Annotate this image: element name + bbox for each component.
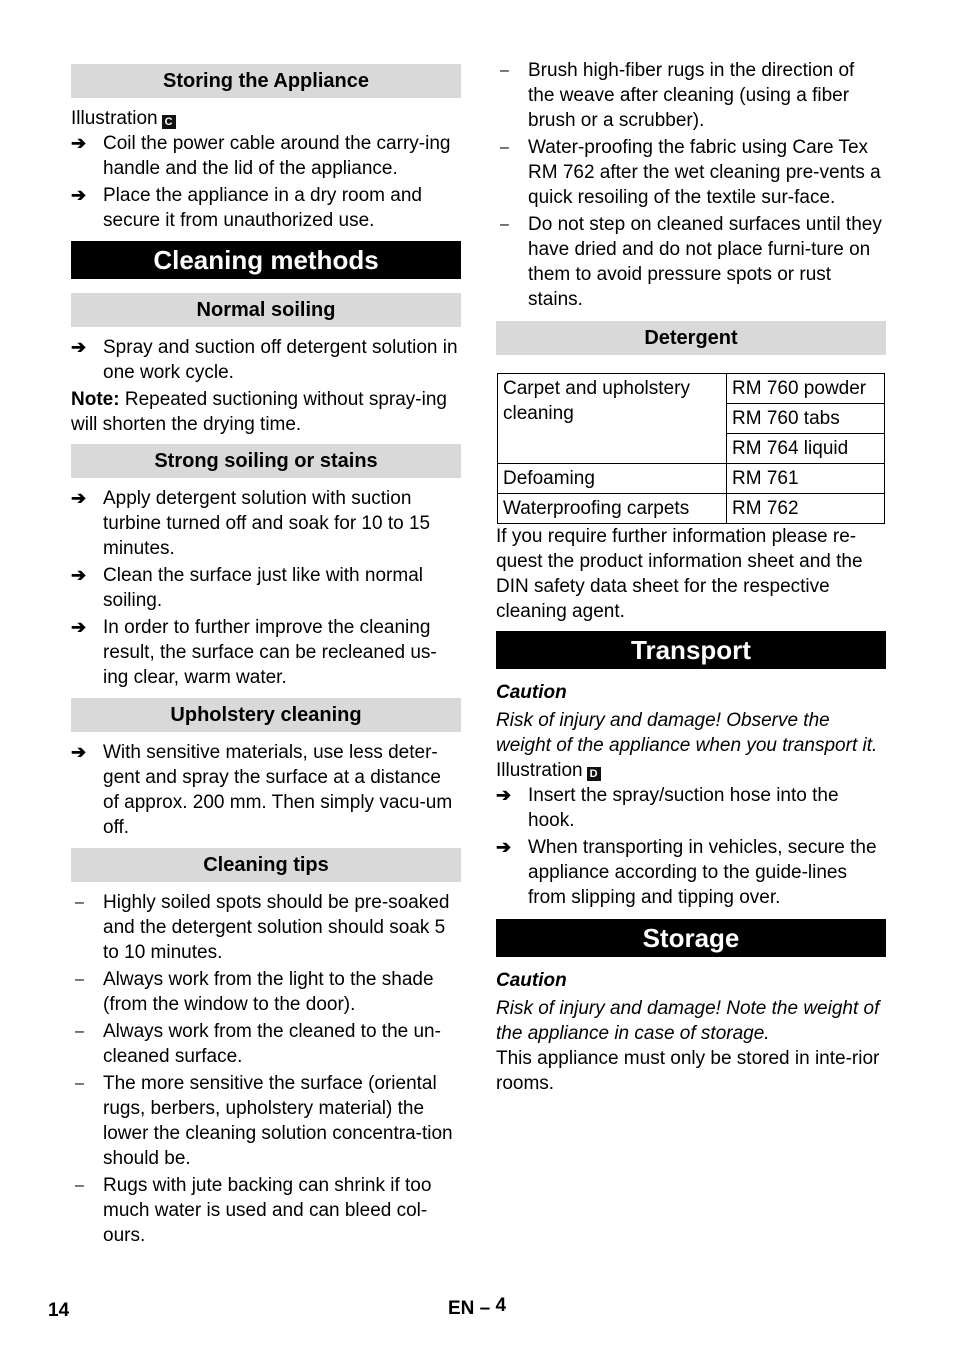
dash-bullet: – (500, 216, 509, 233)
arrow-icon: ➔ (71, 133, 87, 153)
detergent-info: If you require further information please re-quest the product information sheet and the DIN safety data sheet for the respective cleaning agent. (496, 526, 863, 622)
caution-text: Risk of injury and damage! Note the weight of the appliance in case of storage. (496, 998, 880, 1044)
illustration-label: Illustration (496, 760, 583, 781)
arrow-icon: ➔ (496, 837, 512, 857)
list-item: ➔ Clean the surface just like with normal soiling. (71, 565, 423, 611)
footer-language: EN – 4 (448, 1295, 507, 1319)
dash-bullet: – (75, 1177, 84, 1194)
list-item: – Water-proofing the fabric using Care Tex RM 762 after the wet cleaning pre-vents a quick resoiling of the textile sur-face. (496, 135, 886, 210)
arrow-icon: ➔ (496, 785, 512, 805)
illustration-d-icon: D (587, 767, 601, 781)
caution-text: Risk of injury and damage! Observe the weight of the appliance when you transport it. (496, 710, 878, 756)
normal-soiling-heading: Normal soiling (71, 293, 461, 327)
illustration-label: Illustration (71, 108, 158, 129)
table-cell: Carpet and upholstery cleaning (498, 374, 727, 464)
table-cell: RM 761 (727, 464, 885, 494)
list-item: – Do not step on cleaned surfaces until they have dried and do not place furni-ture on them to avoid pressure spots or rust stains. (496, 212, 886, 312)
caution-label: Caution (496, 682, 567, 703)
detergent-table (497, 373, 885, 524)
list-item: – Highly soiled spots should be pre-soaked and the detergent solution should soak 5 to 10 minutes. (71, 890, 461, 965)
table-cell: RM 760 tabs (727, 404, 885, 434)
illustration-c-icon: C (162, 115, 176, 129)
page-number: 14 (48, 1300, 70, 1321)
list-item: – Always work from the light to the shade (from the window to the door). (71, 967, 461, 1017)
storage-text: This appliance must only be stored in inte-rior rooms. (496, 1048, 880, 1094)
transport-heading: Transport (496, 631, 886, 669)
table-cell: RM 760 powder (727, 374, 885, 404)
list-item: ➔ With sensitive materials, use less deter-gent and spray the surface at a distance of approx. 200 mm. Then simply vacu-um off. (71, 742, 453, 838)
table-cell: RM 764 liquid (727, 434, 885, 464)
storage-heading: Storage (496, 919, 886, 957)
arrow-icon: ➔ (71, 617, 87, 637)
list-item: – Always work from the cleaned to the un-cleaned surface. (71, 1019, 461, 1069)
list-item: ➔ Place the appliance in a dry room and secure it from unauthorized use. (71, 185, 422, 231)
note: Note: Repeated suctioning without spray-ing will shorten the drying time. (71, 389, 447, 435)
table-row (498, 494, 885, 524)
storing-illustration (71, 106, 461, 131)
cleaning-tips-heading: Cleaning tips (71, 848, 461, 882)
table-cell: Defoaming (498, 464, 727, 494)
list-item: ➔ Coil the power cable around the carry-ing handle and the lid of the appliance. (71, 133, 451, 179)
list-item: ➔ Apply detergent solution with suction turbine turned off and soak for 10 to 15 minutes. (71, 488, 431, 559)
table-row (498, 374, 885, 404)
left-column (71, 64, 461, 1248)
list-item: ➔ Insert the spray/suction hose into the hook. (496, 785, 839, 831)
list-item: ➔ In order to further improve the cleaning result, the surface can be recleaned us-ing clear, warm water. (71, 617, 437, 688)
list-item: – Brush high-fiber rugs in the direction of the weave after cleaning (using a fiber brush or a scrubber). (496, 58, 886, 133)
caution-label: Caution (496, 970, 567, 991)
dash-bullet: – (75, 971, 84, 988)
storing-heading: Storing the Appliance (71, 64, 461, 98)
strong-soiling-heading: Strong soiling or stains (71, 444, 461, 478)
list-item: ➔ Spray and suction off detergent solution in one work cycle. (71, 337, 458, 383)
list-item: – Rugs with jute backing can shrink if too much water is used and can bleed col-ours. (71, 1173, 461, 1248)
detergent-heading: Detergent (496, 321, 886, 355)
table-cell: RM 762 (727, 494, 885, 524)
list-item: – The more sensitive the surface (oriental rugs, berbers, upholstery material) the lower the cleaning solution concentra-tion should be. (71, 1071, 461, 1171)
right-column (496, 58, 886, 1096)
dash-bullet: – (75, 1075, 84, 1092)
arrow-icon: ➔ (71, 565, 87, 585)
table-cell: Waterproofing carpets (498, 494, 727, 524)
cleaning-methods-heading: Cleaning methods (71, 241, 461, 279)
dash-bullet: – (75, 894, 84, 911)
arrow-icon: ➔ (71, 742, 87, 762)
dash-bullet: – (500, 139, 509, 156)
dash-bullet: – (75, 1023, 84, 1040)
dash-bullet: – (500, 62, 509, 79)
arrow-icon: ➔ (71, 185, 87, 205)
table-row (498, 464, 885, 494)
arrow-icon: ➔ (71, 337, 87, 357)
list-item: ➔ When transporting in vehicles, secure the appliance according to the guide-lines from slipping and tipping over. (496, 837, 877, 908)
arrow-icon: ➔ (71, 488, 87, 508)
transport-illustration (496, 758, 886, 783)
upholstery-heading: Upholstery cleaning (71, 698, 461, 732)
